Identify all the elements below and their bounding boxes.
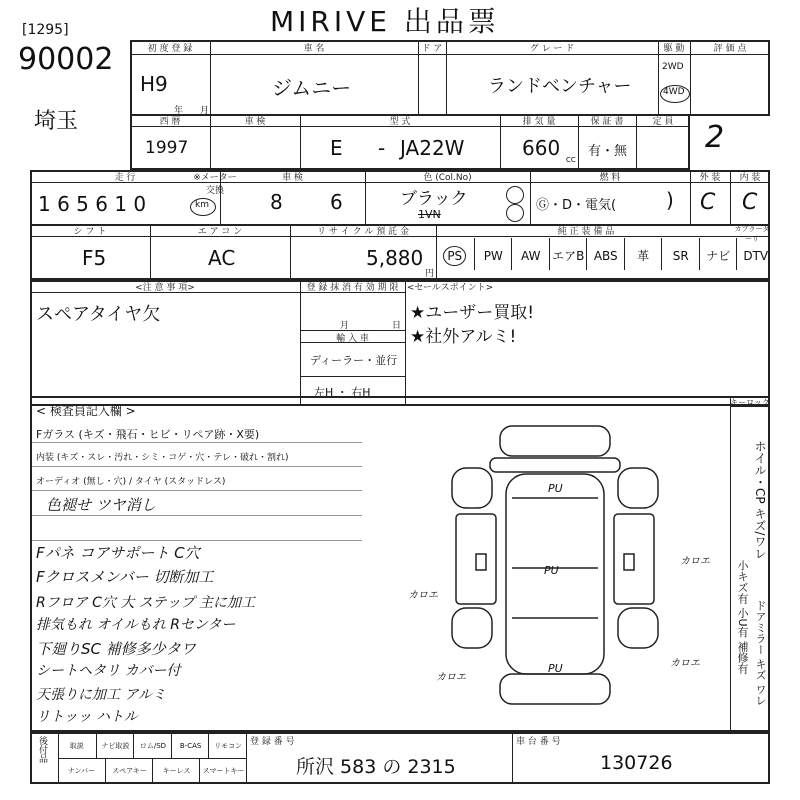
header-equipment: 純 正 装 備 品 [557, 227, 615, 237]
diagram-mark-b: PU [544, 564, 559, 577]
mileage: 1 6 5 6 1 0 [38, 192, 147, 216]
header-doors: ド ア [421, 44, 443, 54]
bottom-side-label: 後付品 [37, 736, 47, 763]
reg-number: 所沢 583 の 2315 [296, 756, 456, 778]
header-inspection: 車 検 [244, 117, 266, 127]
color-value: ブラック [400, 189, 468, 209]
side-text-1: ホイル・CP キズ/ワレ [753, 440, 767, 560]
equipment-item: SR [661, 238, 700, 270]
color-flag-1 [506, 186, 524, 204]
equipment-item: エアB [549, 238, 588, 270]
hand-note-3: Fクロスメンバー 切断加工 [36, 568, 214, 586]
model-prefix: E [330, 136, 343, 160]
reg-day: 日 [392, 321, 402, 331]
hand-note-7: シートヘタリ カバー付 [36, 663, 181, 679]
drive-4wd: 4WD [663, 87, 685, 97]
divider [300, 376, 405, 377]
header-chassis: 車 台 番 号 [516, 737, 561, 747]
exterior-value: C [700, 190, 716, 215]
yen-unit: 円 [425, 269, 435, 279]
equipment-item: PS [436, 238, 474, 270]
year-western: 1997 [145, 138, 189, 158]
sales-point-1: ★ユーザー買取! [410, 303, 535, 323]
equipment-item: AW [511, 238, 550, 270]
month-mark: 月 [200, 106, 210, 116]
interior-value: C [742, 190, 758, 215]
year-jp: H9 [140, 72, 168, 96]
header-reg-number: 登 録 番 号 [250, 737, 295, 747]
cc-unit: CC [566, 156, 576, 164]
sales-point-2: ★社外アルミ! [410, 327, 517, 347]
divider [730, 396, 731, 732]
accessory-item: スマートキー [199, 759, 247, 783]
diagram-mark-c: PU [548, 662, 563, 675]
hand-note-2: Fパネ コアサポート C穴 [36, 544, 200, 562]
side-text-3: ドアミラー キズ ワレ [754, 600, 767, 706]
header-import: 輸 入 車 [336, 334, 369, 344]
fuel-value: Ⓖ・D・電気( [536, 198, 617, 213]
rule [32, 515, 362, 516]
inspection-year: 8 [270, 190, 283, 214]
header-grade: グ レ ー ド [529, 44, 575, 54]
color-struck: 1VN [418, 208, 441, 221]
equipment-item: ナビ [699, 238, 738, 270]
inspection-month: 6 [330, 190, 343, 214]
warranty-value: 有・無 [588, 144, 628, 159]
header-displacement: 排 気 量 [522, 117, 556, 127]
side-text-2: 小キズ有 小U有 補修有 [736, 560, 749, 675]
km-unit: km [195, 200, 209, 210]
header-model: 型 式 [389, 117, 411, 127]
header-meter-change: ※メーター交換 [193, 173, 237, 196]
header-drive: 駆 動 [663, 44, 685, 54]
hand-note-8: 天張りに加工 アルミ [36, 687, 166, 703]
prefecture: 埼玉 [34, 109, 79, 134]
header-aircon: エ ア コ ン [197, 227, 243, 237]
aircon-value: AC [208, 246, 236, 270]
inspector-line-3: オーディオ (無し・穴) / タイヤ (スタッドレス) [36, 477, 226, 487]
header-rating: 評 価 点 [713, 44, 747, 54]
equipment-item: DTV [736, 238, 775, 270]
header-car-name: 車 名 [303, 44, 325, 54]
reg-month: 月 [340, 321, 350, 331]
header-inspection2: 車 検 [282, 173, 303, 183]
accessory-item: ロム/SD [133, 734, 172, 758]
header-sales: <セールスポイント> [406, 283, 494, 293]
fuel-close: ) [666, 188, 674, 212]
equipment-item: ABS [586, 238, 625, 270]
rating-value: 2 [705, 120, 725, 155]
handle-side: 左H ・ 右H [314, 386, 371, 399]
accessory-item: ナビ取説 [96, 734, 135, 758]
lot-small: [1295] [22, 22, 69, 38]
header-fuel: 燃 料 [599, 173, 621, 183]
color-flag-2 [506, 204, 524, 222]
diagram-mark-e: カロエ [408, 590, 438, 601]
header-inspector: < 検査員記入欄 > [36, 404, 136, 418]
divider [405, 280, 406, 406]
header-western: 西 暦 [159, 117, 181, 127]
equipment-item: 革 [624, 238, 663, 270]
rule [32, 490, 362, 491]
divider [130, 54, 770, 55]
accessory-item: ナンバー [67, 767, 96, 775]
chassis-number: 130726 [600, 752, 673, 774]
header-notes: <注 意 事 項> [135, 283, 195, 293]
grade: ランドベンチャー [488, 76, 632, 97]
accessory-item: リモコン [208, 734, 247, 758]
header-capacity: 定 員 [652, 117, 674, 127]
header-exterior: 外 装 [699, 173, 721, 183]
equipment-item: PW [474, 238, 513, 270]
header-shift: シ フ ト [73, 227, 107, 237]
dealer-parallel: ディーラー・並行 [310, 354, 398, 367]
hand-note-6: 下廻りSC 補修多少タワ [36, 640, 196, 658]
header-mileage: 走 行 [114, 173, 136, 183]
recycle-value: 5,880 [366, 246, 424, 270]
header-warranty: 保 証 書 [590, 117, 624, 127]
rule [32, 466, 362, 467]
hand-note-9: リトッッ ハトル [36, 709, 138, 725]
hand-note-1: 色褪せ ツヤ消し [46, 496, 156, 514]
lot-number: 90002 [18, 42, 114, 77]
displacement: 660 [522, 136, 561, 160]
rule [32, 540, 362, 541]
drive-2wd: 2WD [662, 62, 684, 72]
header-option: カブラーダーリ [734, 225, 770, 243]
accessory-item: スペアキー [105, 759, 153, 783]
document-title: MIRIVE 出品票 [270, 5, 500, 38]
model: JA22W [400, 136, 465, 160]
diagram-mark-a: PU [548, 482, 563, 495]
header-first-reg: 初 度 登 録 [147, 44, 193, 54]
header-recycle: リ サ イ ク ル 預 託 金 [316, 227, 410, 237]
year-mark: 年 [174, 106, 184, 116]
inspector-line-2: 内装 (キズ・スレ・汚れ・シミ・コゲ・穴・テレ・破れ・割れ) [36, 453, 289, 463]
header-color: 色 (Col.No) [423, 173, 472, 183]
diagram-mark-f: カロエ [670, 658, 700, 669]
model-dash: - [378, 136, 386, 160]
hand-note-4: Rフロア C穴 大 ステップ 主に加工 [36, 595, 256, 611]
inspector-line-1: Fガラス (キズ・飛石・ヒビ・リペア跡・X要) [36, 428, 260, 441]
accessory-item: 取説 [69, 742, 84, 750]
rule [32, 442, 362, 443]
header-keylock: キーロック [730, 398, 770, 407]
accessory-item: B-CAS [171, 734, 210, 758]
car-name: ジムニー [272, 76, 352, 100]
hand-note-5: 排気もれ オイルもれ Rセンター [36, 617, 236, 633]
diagram-mark-d: カロエ [680, 556, 710, 567]
header-interior: 内 装 [739, 173, 761, 183]
divider [512, 732, 513, 784]
diagram-mark-g: カロエ [436, 672, 466, 683]
accessory-item: キーレス [152, 759, 200, 783]
header-reg-expire: 登 録 抹 消 有 効 期 限 [306, 283, 399, 293]
note-text: スペアタイヤ欠 [36, 304, 161, 325]
shift-value: F5 [82, 246, 107, 270]
